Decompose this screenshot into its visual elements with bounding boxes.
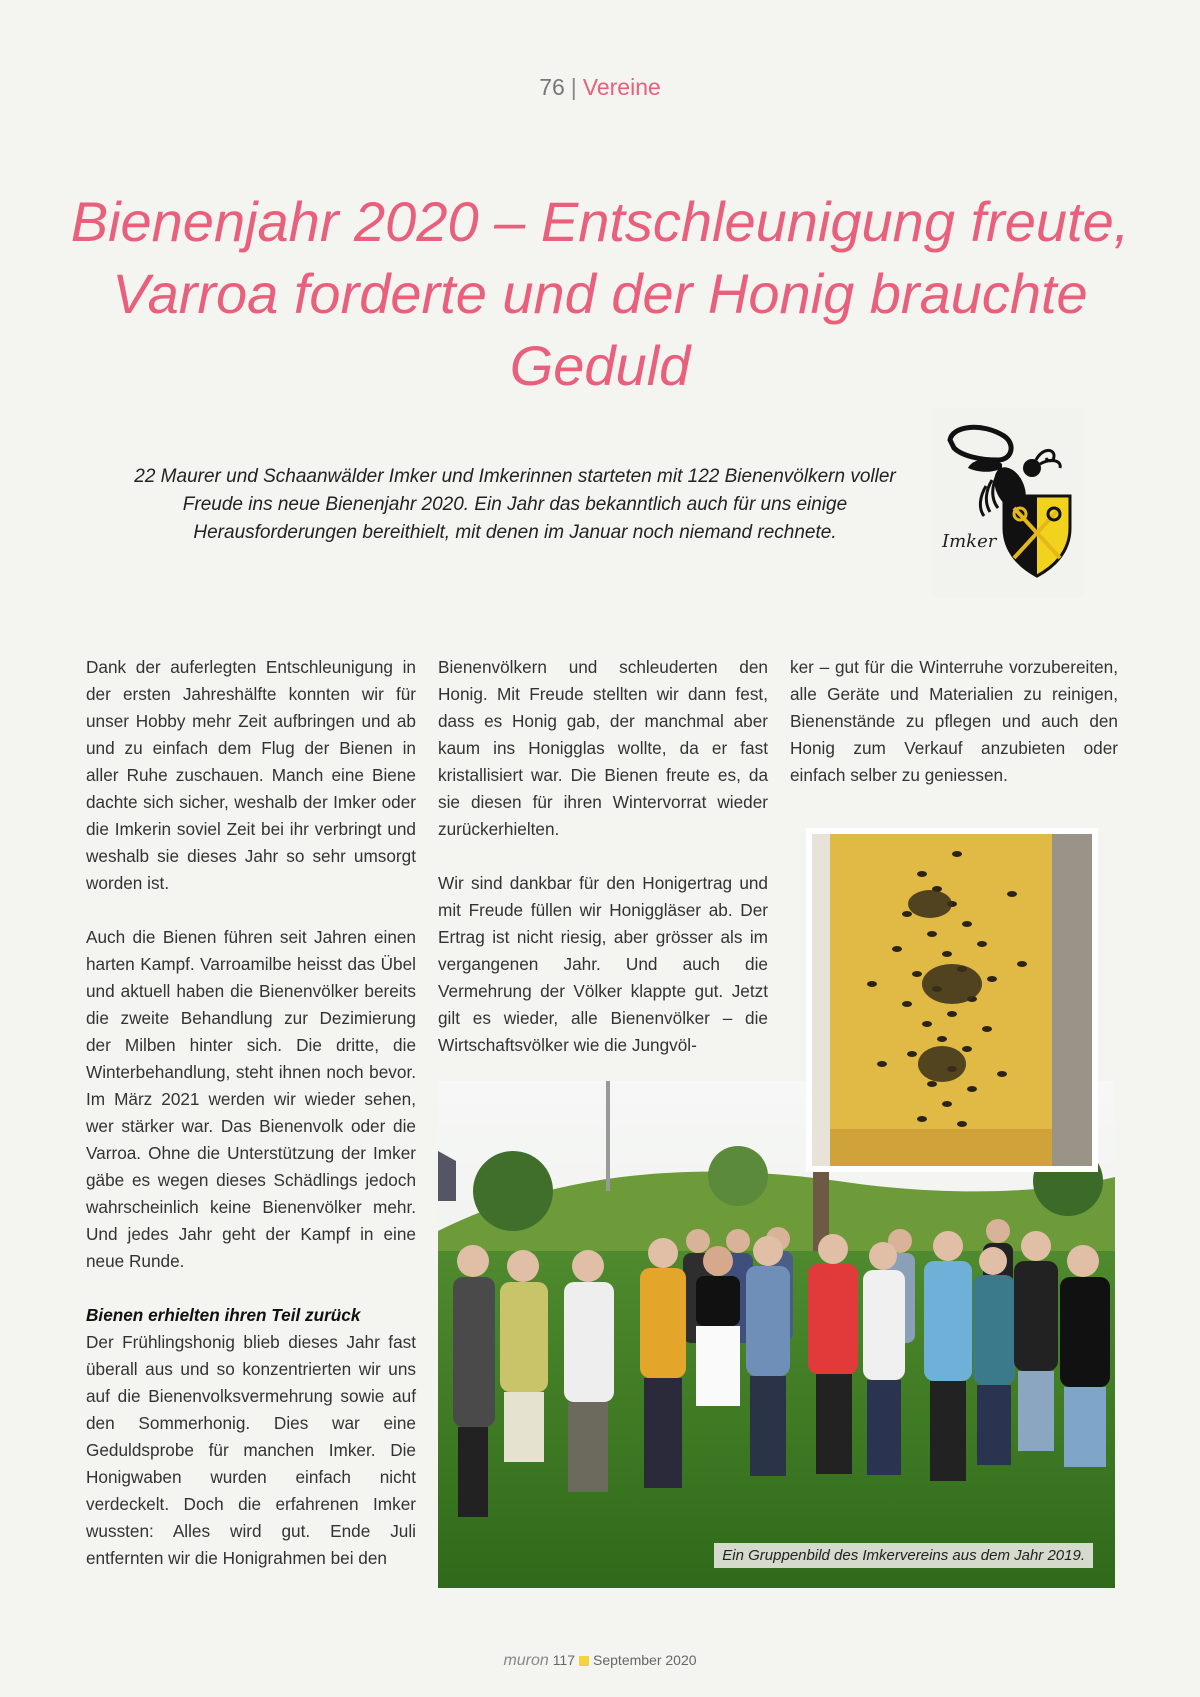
logo-text: Imker <box>942 531 997 552</box>
beehive-photo <box>806 828 1098 1172</box>
footer-square-icon <box>579 1656 589 1666</box>
section-name: Vereine <box>582 74 661 100</box>
paragraph: Auch die Bienen führen seit Jahren einen harten Kampf. Varroamilbe heisst das Übel und aktuell haben die Bienenvölker bereits die zweite Behandlung zur Dezimierung der Milben hinter sich. Die dritte, die Winterbehandlung, steht ihnen noch bevor. Im März 2021 werden wir wieder sehen, wer stärker war. Das Bienenvolk oder die Varroa. Ohne die Unterstützung der Imker gäbe es wegen dieses Schädlings jedoch wahrscheinlich keine Bienenvölker mehr. Und jedes Jahr geht der Kampf in eine neue Runde. <box>86 927 416 1271</box>
imker-logo <box>932 408 1084 598</box>
magazine-brand: muron <box>503 1652 549 1669</box>
subheading: Bienen erhielten ihren Teil zurück <box>86 1305 361 1325</box>
issue-number: 117 <box>552 1652 576 1668</box>
bee-logo-icon <box>932 408 1084 598</box>
paragraph: Wir sind dankbar für den Honigertrag und mit Freude füllen wir Honiggläser ab. Der Ertrag ist nicht riesig, aber grösser als im vergangenen Jahr. Und auch die Vermehrung der Völker klappte gut. Jetzt gilt es wieder, alle Bienenvölker – die Wirtschaftsvölker wie die Jungvöl- <box>438 873 768 1055</box>
text-column-2 <box>438 654 768 1059</box>
paragraph: ker – gut für die Winterruhe vorzubereiten, alle Geräte und Materialien zu reinigen, Bienenstände zu pflegen und auch den Honig zum Verkauf anzubieten oder einfach selber zu geniessen. <box>790 657 1118 785</box>
page-footer <box>0 1652 1200 1670</box>
paragraph: Der Frühlingshonig blieb dieses Jahr fast überall aus und so konzentrierten wir uns auf die Bienenvolksvermehrung sowie auf den Sommerhonig. Dies war eine Geduldsprobe für manchen Imker. Die Honigwaben wurden einfach nicht verdeckelt. Doch die erfahrenen Imker wussten: Alles wird gut. Ende Juli entfernten wir die Honigrahmen bei den <box>86 1332 416 1568</box>
page-header <box>0 74 1200 101</box>
header-separator: | <box>570 74 577 100</box>
paragraph: Bienenvölkern und schleuderten den Honig. Mit Freude stellten wir dann fest, dass es Honig gab, der manchmal aber kaum ins Honigglas wollte, da er fast kristallisiert war. Die Bienen freute es, da sie diesen für ihren Wintervorrat wieder zurückerhielten. <box>438 657 768 839</box>
article-lead: 22 Maurer und Schaanwälder Imker und Imkerinnen starteten mit 122 Bienenvölkern voller Freude ins neue Bienenjahr 2020. Ein Jahr das bekanntlich auch für uns einige Herausforderungen bereithielt, mit denen im Januar noch niemand rechnete. <box>134 466 896 543</box>
photo-caption: Ein Gruppenbild des Imkervereins aus dem Jahr 2019. <box>714 1543 1093 1568</box>
page-number: 76 <box>539 74 565 100</box>
issue-date: September 2020 <box>593 1652 697 1668</box>
article-title: Bienenjahr 2020 – Entschleunigung freute, Varroa forderte und der Honig brauchte Geduld <box>70 190 1130 397</box>
beehive-photo-image <box>812 834 1092 1166</box>
paragraph: Dank der auferlegten Entschleunigung in der ersten Jahreshälfte konnten wir für unser Hobby mehr Zeit aufbringen und ab und zu einfach dem Flug der Bienen in aller Ruhe zuschauen. Manch eine Biene dachte sich sicher, weshalb der Imker oder die Imkerin soviel Zeit bei ihr verbringt und weshalb sie dieses Jahr so sehr umsorgt worden ist. <box>86 657 416 893</box>
text-column-1 <box>86 654 416 1572</box>
text-column-3 <box>790 654 1118 789</box>
